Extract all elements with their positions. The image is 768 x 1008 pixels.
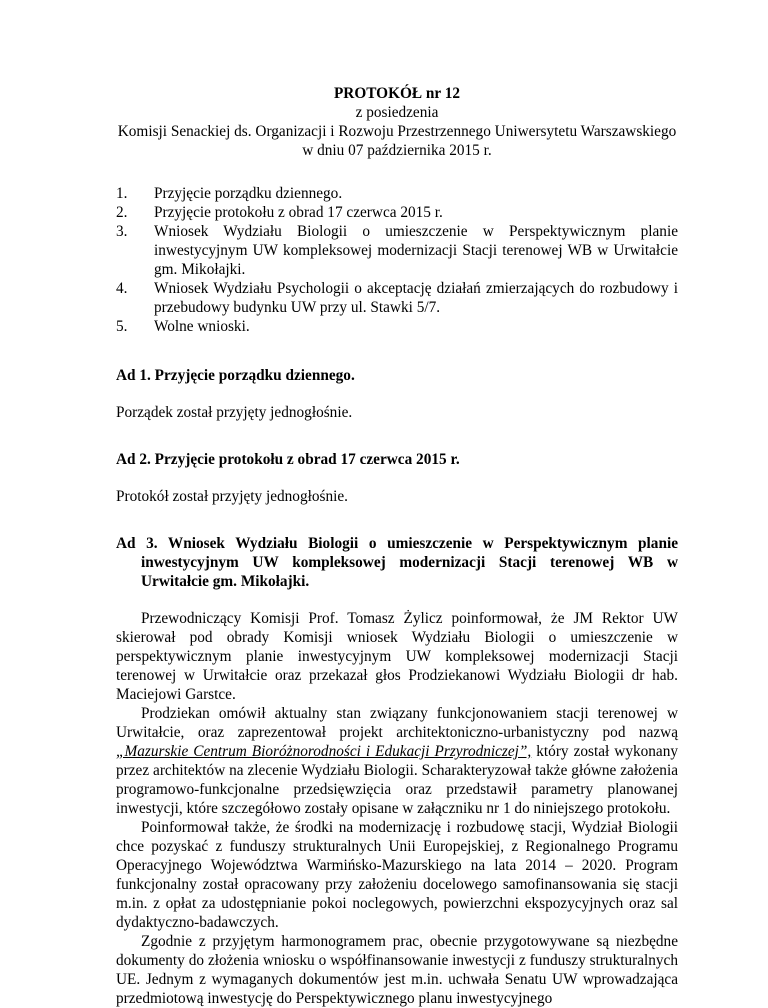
section-heading-ad2: Ad 2. Przyjęcie protokołu z obrad 17 czerwca 2015 r. (116, 451, 460, 468)
agenda-item (116, 222, 678, 279)
agenda-item (116, 279, 678, 317)
agenda-item-text: Przyjęcie porządku dziennego. (154, 185, 343, 202)
agenda-item-text: Wolne wnioski. (154, 318, 250, 335)
agenda-item-number: 1. (116, 185, 128, 202)
section-body-ad3 (116, 609, 678, 1008)
paragraph: Przewodniczący Komisji Prof. Tomasz Żylicz poinformował, że JM Rektor UW skierował pod obrady Komisji wniosek Wydziału Biologii o umieszczenie w perspektywicznym planie inwestycyjnym UW kompleksowej modernizacji Stacji terenowej w Urwitałcie oraz przekazał głos Prodziekanowi Wydziału Biologii dr hab. Maciejowi Garstce. (116, 610, 678, 703)
document-page (116, 84, 678, 1008)
section-text-ad1: Porządek został przyjęty jednogłośnie. (116, 404, 353, 421)
agenda-item (116, 317, 678, 336)
document-header (76, 84, 718, 160)
meeting-date: w dniu 07 października 2015 r. (302, 142, 492, 159)
committee-name: Komisji Senackiej ds. Organizacji i Rozwoju Przestrzennego Uniwersytetu Warszawskiego (117, 123, 677, 140)
agenda-item-text: Wniosek Wydziału Biologii o umieszczenie w Perspektywicznym planie inwestycyjnym UW kompleksowej modernizacji Stacji terenowej WB w Urwitałcie gm. Mikołajki. (154, 223, 678, 278)
paragraph-text: który został wykonany przez architektów na zlecenie Wydziału Biologii. Scharakteryzował także główne założenia programowo-funkcjonalne przedsięwzięcia oraz przedstawił parametry planowanej inwestycji, które szczegółowo zostały opisane w załączniku nr 1 do niniejszego protokołu. (116, 743, 679, 817)
agenda-item (116, 184, 678, 203)
agenda-item-number: 3. (116, 223, 128, 240)
paragraph: Zgodnie z przyjętym harmonogramem prac, obecnie przygotowywane są niezbędne dokumenty do złożenia wniosku o współfinansowanie inwestycji z funduszy strukturalnych UE. Jednym z wymaganych dokumentów jest m.in. uchwała Senatu UW wprowadzająca przedmiotową inwestycję do Perspektywicznego planu inwestycyjnego (116, 933, 678, 1007)
paragraph: Poinformował także, że środki na modernizację i rozbudowę stacji, Wydział Biologii chce pozyskać z funduszy strukturalnych Unii Europejskiej, z Regionalnego Programu Operacyjnego Województwa Warmińsko-Mazurskiego na lata 2014 – 2020. Program funkcjonalny został opracowany przy założeniu docelowego samofinansowania się stacji m.in. z opłat za udostępnianie pokoi noclegowych, powierzchni ekspozycyjnych oraz sal dydaktyczno-badawczych. (116, 819, 678, 931)
protocol-title: PROTOKÓŁ nr 12 (333, 85, 461, 102)
agenda-list (116, 184, 678, 336)
agenda-item-number: 2. (116, 204, 128, 221)
agenda-item-number: 4. (116, 280, 128, 297)
agenda-item-text: Wniosek Wydziału Psychologii o akceptację działań zmierzających do rozbudowy i przebudowy budynku UW przy ul. Stawki 5/7. (154, 280, 678, 316)
paragraph (116, 704, 678, 818)
section-heading-ad1: Ad 1. Przyjęcie porządku dziennego. (116, 367, 355, 384)
agenda-item-number: 5. (116, 318, 128, 335)
paragraph-text: Prodziekan omówił aktualny stan związany funkcjonowaniem stacji terenowej w Urwitałcie, oraz zaprezentował projekt architektoniczno-urbanistyczny pod nazwą (116, 705, 678, 741)
section-text-ad2: Protokół został przyjęty jednogłośnie. (116, 488, 348, 505)
section-heading-ad3: Ad 3. Wniosek Wydziału Biologii o umieszczenie w Perspektywicznym planie inwestycyjnym UW kompleksowej modernizacji Stacji terenowej WB w Urwitałcie gm. Mikołajki. (116, 535, 678, 590)
protocol-subtitle: z posiedzenia (355, 104, 439, 121)
project-name: „Mazurskie Centrum Bioróżnorodności i Edukacji Przyrodniczej”, (116, 743, 532, 760)
agenda-item (116, 203, 678, 222)
agenda-item-text: Przyjęcie protokołu z obrad 17 czerwca 2015 r. (154, 204, 443, 221)
